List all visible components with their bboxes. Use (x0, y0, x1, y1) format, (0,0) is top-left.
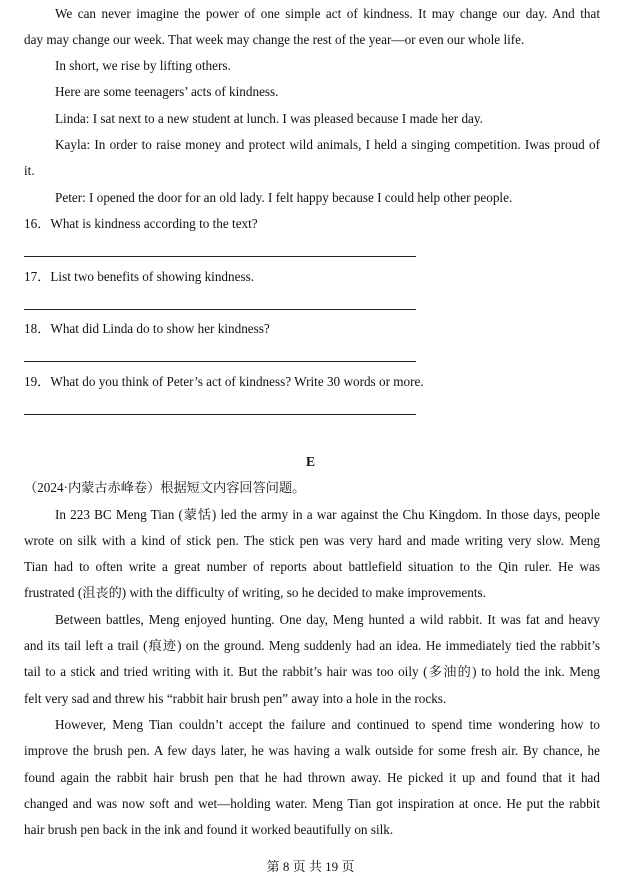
section-source: （2024·内蒙古赤峰卷）根据短文内容回答问题。 (24, 480, 306, 495)
passage-e-line: wrote on silk with a kind of stick pen. The stick pen was very hard and made writing very slow. Meng (24, 533, 600, 548)
passage-e-line: In 223 BC Meng Tian (蒙恬) led the army in a war against the Chu Kingdom. In those days, people (55, 507, 600, 522)
answer-line-17[interactable] (24, 309, 416, 310)
passage-line: In short, we rise by lifting others. (55, 58, 231, 73)
passage-e-line: felt very sad and threw his “rabbit hair brush pen” away into a hole in the rocks. (24, 691, 447, 706)
passage-e-line: Tian had to often write a great number of reports about battlefield situation to the Qin ruler. He was (24, 559, 600, 574)
linda-quote: Linda: I sat next to a new student at lunch. I was pleased because I made her day. (55, 111, 483, 126)
kayla-quote: Kayla: In order to raise money and protect wild animals, I held a singing competition. Iwas proud of (55, 137, 600, 152)
question-18: 18．What did Linda do to show her kindness? (24, 321, 270, 336)
passage-line: Here are some teenagers’ acts of kindness. (55, 84, 279, 99)
answer-line-19[interactable] (24, 414, 416, 415)
question-17: 17．List two benefits of showing kindness. (24, 269, 255, 284)
passage-e-line: changed and was now soft and wet—holding water. Meng Tian got inspiration at once. He put the rabbit (24, 796, 600, 811)
kayla-quote-cont: it. (24, 163, 35, 178)
passage-e-line: frustrated (沮丧的) with the difficulty of writing, so he decided to make improvements. (24, 585, 486, 600)
passage-e-line: hair brush pen back in the ink and found it worked beautifully on silk. (24, 822, 394, 837)
passage-e-line: tail to a stick and tried writing with it. But the rabbit’s hair was too oily (多油的) to hold the ink. Meng (24, 664, 600, 679)
passage-e-line: and its tail left a trail (痕迹) on the ground. Meng suddenly had an idea. He immediately tied the rabbit’s (24, 638, 600, 653)
passage-line: We can never imagine the power of one simple act of kindness. It may change our day. And that (55, 6, 600, 21)
question-19: 19．What do you think of Peter’s act of kindness? Write 30 words or more. (24, 374, 424, 389)
passage-e-line: found again the rabbit hair brush pen that he had thrown away. He picked it up and found that it had (24, 770, 600, 785)
passage-e-line: Between battles, Meng enjoyed hunting. One day, Meng hunted a wild rabbit. It was fat and heavy (55, 612, 600, 627)
section-heading-e: E (305, 454, 315, 469)
page-number: 第 8 页 共 19 页 (266, 859, 355, 874)
passage-line: day may change our week. That week may change the rest of the year—or even our whole life. (24, 32, 525, 47)
passage-e-line: improve the brush pen. A few days later, he was having a walk outside for some fresh air. By chance, he (24, 743, 600, 758)
answer-line-16[interactable] (24, 256, 416, 257)
passage-e-line: However, Meng Tian couldn’t accept the failure and continued to spend time wondering how to (55, 717, 600, 732)
peter-quote: Peter: I opened the door for an old lady. I felt happy because I could help other people. (55, 190, 513, 205)
answer-line-18[interactable] (24, 361, 416, 362)
question-16: 16．What is kindness according to the text? (24, 216, 258, 231)
